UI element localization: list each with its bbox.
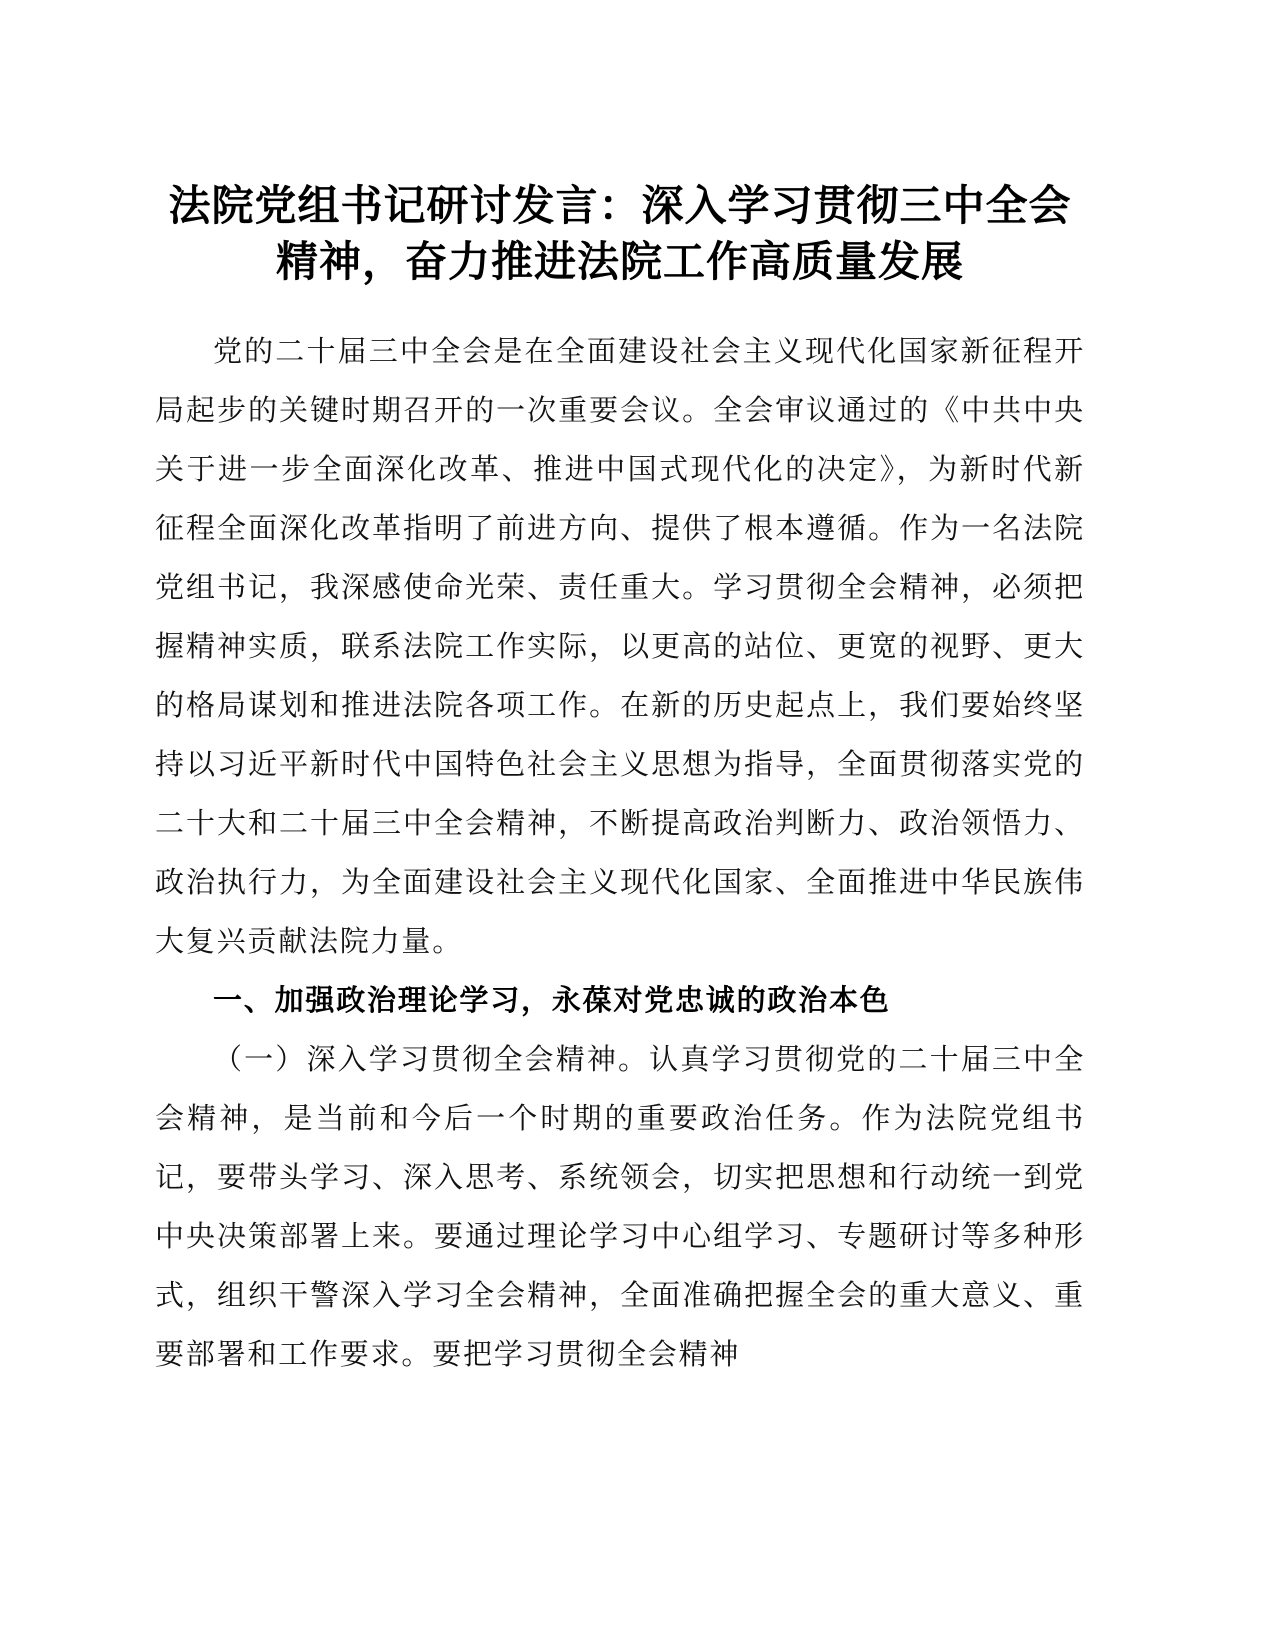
section-paragraph: （一）深入学习贯彻全会精神。认真学习贯彻党的二十届三中全会精神，是当前和今后一个时期的重要政治任务。作为法院党组书记，要带头学习、深入思考、系统领会，切实把思想和行动统一到党中央决策部署上来。要通过理论学习中心组学习、专题研讨等多种形式，组织干警深入学习全会精神，全面准确把握全会的重大意义、重要部署和工作要求。要把学习贯彻全会精神 — [155, 1042, 1085, 1371]
section-heading: 一、加强政治理论学习，永葆对党忠诚的政治本色 — [213, 983, 891, 1017]
intro-paragraph: 党的二十届三中全会是在全面建设社会主义现代化国家新征程开局起步的关键时期召开的一次重要会议。全会审议通过的《中共中央关于进一步全面深化改革、推进中国式现代化的决定》，为新时代新征程全面深化改革指明了前进方向、提供了根本遵循。作为一名法院党组书记，我深感使命光荣、责任重大。学习贯彻全会精神，必须把握精神实质，联系法院工作实际，以更高的站位、更宽的视野、更大的格局谋划和推进法院各项工作。在新的历史起点上，我们要始终坚持以习近平新时代中国特色社会主义思想为指导，全面贯彻落实党的二十大和二十届三中全会精神，不断提高政治判断力、政治领悟力、政治执行力，为全面建设社会主义现代化国家、全面推进中华民族伟大复兴贡献法院力量。 — [155, 334, 1085, 958]
document-body — [155, 322, 1085, 1384]
document-title: 法院党组书记研讨发言：深入学习贯彻三中全会精神，奋力推进法院工作高质量发展 — [168, 181, 1072, 286]
